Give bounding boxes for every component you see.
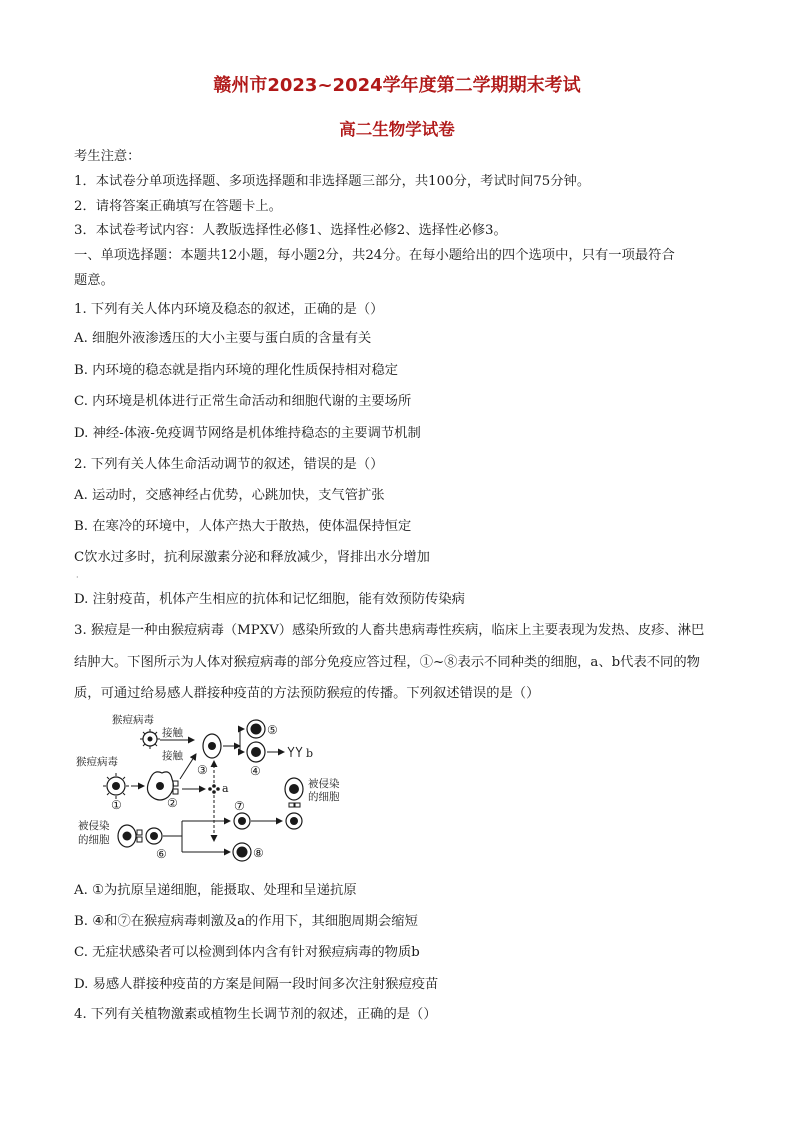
q1-option-a: A. 细胞外液渗透压的大小主要与蛋白质的含量有关	[74, 331, 372, 346]
q3-stem-line2: 结肿大。下图所示为人体对猴痘病毒的部分免疫应答过程，①~⑧表示不同种类的细胞，a、b代表不同的物	[74, 655, 700, 670]
virus-icon-top	[140, 729, 160, 749]
q2-option-b: B. 在寒冷的环境中，人体产热大于散热，使体温保持恒定	[74, 519, 412, 534]
q3-option-b: B. ④和⑦在猴痘病毒刺激及a的作用下，其细胞周期会缩短	[74, 914, 418, 929]
notice-heading: 考生注意：	[74, 149, 141, 164]
virus-label-top: 猴痘病毒	[112, 714, 154, 726]
q2-option-a: A. 运动时，交感神经占优势，心跳加快，支气管扩张	[74, 488, 385, 503]
exam-title: 赣州市2023~2024学年度第二学期期末考试	[213, 75, 581, 96]
notice-item: 2．请将答案正确填写在答题卡上。	[74, 199, 282, 214]
q1-option-d: D. 神经-体液-免疫调节网络是机体维持稳态的主要调节机制	[74, 426, 421, 441]
cell-4	[247, 742, 265, 762]
immune-response-diagram	[72, 709, 372, 874]
cell-label-7: ⑦	[234, 799, 245, 813]
cell-label-5: ⑤	[267, 723, 278, 737]
q2-option-d: D. 注射疫苗，机体产生相应的抗体和记忆细胞，能有效预防传染病	[74, 592, 465, 607]
exam-subtitle: 高二生物学试卷	[339, 120, 455, 139]
contact-label: 接触	[162, 727, 183, 739]
receptor-icon	[289, 803, 300, 807]
contact-label: 接触	[162, 750, 183, 762]
cell-label-4: ④	[250, 764, 261, 778]
q1-stem: 1. 下列有关人体内环境及稳态的叙述，正确的是（）	[74, 302, 384, 317]
cell-5	[247, 720, 265, 738]
infected-cell-label-right: 被侵染	[308, 778, 340, 790]
antibody-icon	[288, 747, 302, 757]
receptor-icon	[137, 830, 142, 842]
q4-stem: 4. 下列有关植物激素或植物生长调节剂的叙述，正确的是（）	[74, 1007, 437, 1022]
cell-label-6: ⑥	[156, 847, 167, 861]
cell-label-8: ⑧	[253, 846, 264, 860]
cell-label-2: ②	[167, 796, 178, 810]
infected-cell-left	[118, 825, 136, 847]
q3-option-a: A. ①为抗原呈递细胞，能摄取、处理和呈递抗原	[74, 883, 357, 898]
cell-7	[234, 813, 250, 829]
notice-item: 1．本试卷分单项选择题、多项选择题和非选择题三部分，共100分，考试时间75分钟。	[74, 174, 591, 189]
infected-cell-right	[285, 778, 303, 800]
notice-item: 3．本试卷考试内容：人教版选择性必修1、选择性必修2、选择性必修3。	[74, 223, 507, 238]
virus-icon-left	[103, 773, 129, 799]
substance-b-label: b	[306, 747, 314, 760]
cell-8	[233, 843, 251, 861]
q3-stem-line3: 质，可通过给易感人群接种疫苗的方法预防猴痘的传播。下列叙述错误的是（）	[74, 686, 540, 701]
cell-label-3: ③	[197, 763, 208, 777]
q2-stem: 2. 下列有关人体生命活动调节的叙述，错误的是（）	[74, 457, 384, 472]
infected-cell-label-left: 被侵染	[78, 820, 110, 832]
cell-label-1: ①	[111, 798, 122, 812]
q2-option-c: C饮水过多时，抗利尿激素分泌和释放减少，肾排出水分增加	[74, 550, 430, 565]
effector-cell	[286, 813, 302, 829]
section-heading: 一、单项选择题：本题共12小题，每小题2分，共24分。在每小题给出的四个选项中，只有一项最符合	[74, 248, 675, 263]
virus-label-left: 猴痘病毒	[76, 756, 118, 768]
q3-stem-line1: 3. 猴痘是一种由猴痘病毒（MPXV）感染所致的人畜共患病毒性疾病，临床上主要表现为发热、皮疹、淋巴	[74, 623, 705, 638]
infected-cell-label-left: 的细胞	[78, 834, 110, 846]
q3-option-c: C. 无症状感染者可以检测到体内含有针对猴痘病毒的物质b	[74, 945, 420, 960]
cell-3	[203, 734, 221, 758]
infected-cell-label-right: 的细胞	[308, 791, 340, 803]
q1-option-c: C. 内环境是机体进行正常生命活动和细胞代谢的主要场所	[74, 394, 412, 409]
section-heading-cont: 题意。	[74, 273, 114, 288]
substance-a-icon	[208, 784, 220, 794]
cell-6	[146, 828, 162, 844]
stray-mark: ·	[76, 573, 79, 582]
q1-option-b: B. 内环境的稳态就是指内环境的理化性质保持相对稳定	[74, 363, 399, 378]
q3-option-d: D. 易感人群接种疫苗的方案是间隔一段时间多次注射猴痘疫苗	[74, 977, 439, 992]
substance-a-label: a	[222, 782, 229, 795]
